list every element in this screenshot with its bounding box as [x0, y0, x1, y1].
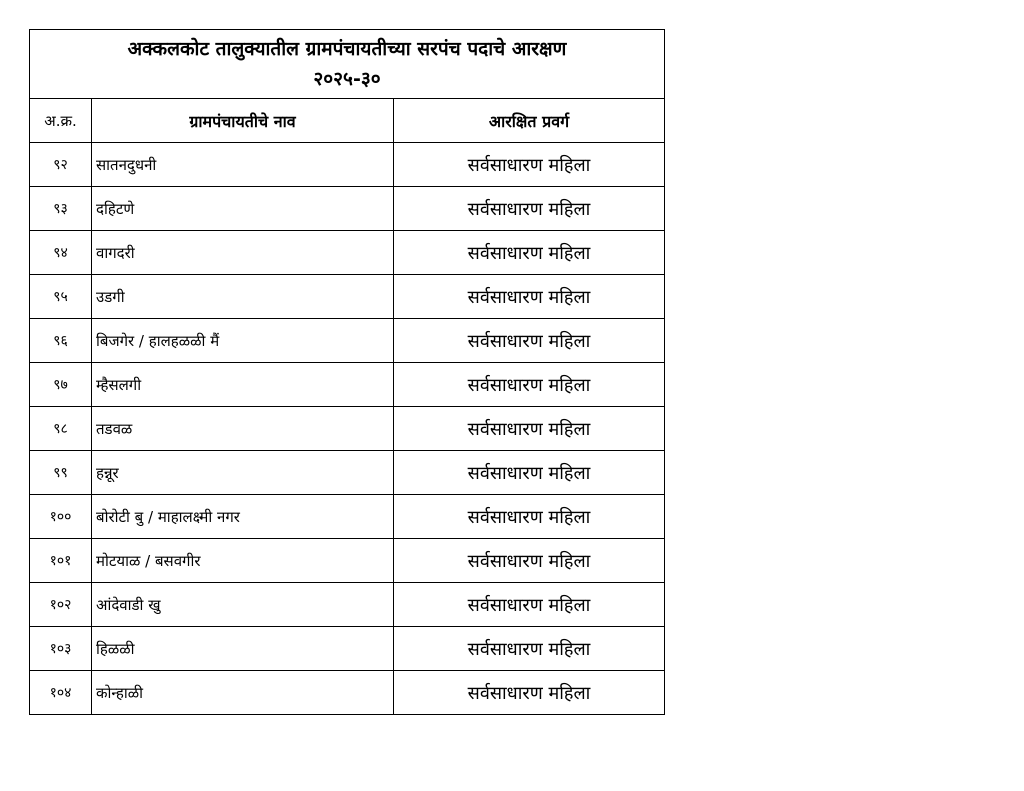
title-line-1: अक्कलकोट तालुक्यातील ग्रामपंचायतीच्या सरपंच पदाचे आरक्षण: [127, 38, 567, 60]
serial-number-cell: ९३: [30, 187, 92, 231]
table-row: [30, 539, 665, 583]
title-line-2-year: २०२५-३०: [313, 68, 381, 90]
gram-panchayat-name-cell: आंदेवाडी खु: [92, 583, 394, 627]
reserved-category-cell: सर्वसाधारण महिला: [394, 627, 665, 671]
table-title: [30, 30, 665, 99]
serial-number-cell: ९९: [30, 451, 92, 495]
table-row: [30, 671, 665, 715]
table-row: [30, 583, 665, 627]
column-header-serial: अ.क्र.: [30, 99, 92, 143]
table-row: [30, 319, 665, 363]
serial-number-cell: ९६: [30, 319, 92, 363]
gram-panchayat-name-cell: उडगी: [92, 275, 394, 319]
reserved-category-cell: सर्वसाधारण महिला: [394, 539, 665, 583]
reserved-category-cell: सर्वसाधारण महिला: [394, 495, 665, 539]
reserved-category-cell: सर्वसाधारण महिला: [394, 363, 665, 407]
gram-panchayat-name-cell: दहिटणे: [92, 187, 394, 231]
reserved-category-cell: सर्वसाधारण महिला: [394, 143, 665, 187]
gram-panchayat-name-cell: हिळळी: [92, 627, 394, 671]
title-row: [30, 30, 665, 99]
serial-number-cell: १०२: [30, 583, 92, 627]
reserved-category-cell: सर्वसाधारण महिला: [394, 275, 665, 319]
gram-panchayat-name-cell: बोरोटी बु / माहालक्ष्मी नगर: [92, 495, 394, 539]
serial-number-cell: १०३: [30, 627, 92, 671]
table-row: [30, 451, 665, 495]
serial-number-cell: ९२: [30, 143, 92, 187]
gram-panchayat-name-cell: म्हैसलगी: [92, 363, 394, 407]
gram-panchayat-name-cell: वागदरी: [92, 231, 394, 275]
reserved-category-cell: सर्वसाधारण महिला: [394, 231, 665, 275]
serial-number-cell: ९७: [30, 363, 92, 407]
table-row: [30, 231, 665, 275]
serial-number-cell: ९८: [30, 407, 92, 451]
serial-number-cell: १०१: [30, 539, 92, 583]
table-row: [30, 275, 665, 319]
table-row: [30, 363, 665, 407]
gram-panchayat-name-cell: मोटयाळ / बसवगीर: [92, 539, 394, 583]
reserved-category-cell: सर्वसाधारण महिला: [394, 407, 665, 451]
gram-panchayat-name-cell: सातनदुधनी: [92, 143, 394, 187]
reserved-category-cell: सर्वसाधारण महिला: [394, 583, 665, 627]
reserved-category-cell: सर्वसाधारण महिला: [394, 187, 665, 231]
table-row: [30, 143, 665, 187]
table-body: [30, 143, 665, 715]
table-row: [30, 627, 665, 671]
gram-panchayat-name-cell: तडवळ: [92, 407, 394, 451]
gram-panchayat-name-cell: कोन्हाळी: [92, 671, 394, 715]
gram-panchayat-name-cell: बिजगेर / हालहळळी मैं: [92, 319, 394, 363]
serial-number-cell: १००: [30, 495, 92, 539]
reserved-category-cell: सर्वसाधारण महिला: [394, 319, 665, 363]
table-row: [30, 407, 665, 451]
table-row: [30, 187, 665, 231]
gram-panchayat-name-cell: हन्नूर: [92, 451, 394, 495]
serial-number-cell: ९५: [30, 275, 92, 319]
column-header-name: ग्रामपंचायतीचे नाव: [92, 99, 394, 143]
serial-number-cell: ९४: [30, 231, 92, 275]
serial-number-cell: १०४: [30, 671, 92, 715]
reserved-category-cell: सर्वसाधारण महिला: [394, 451, 665, 495]
header-row: [30, 99, 665, 143]
reservation-table: [29, 29, 665, 715]
column-header-category: आरक्षित प्रवर्ग: [394, 99, 665, 143]
table-row: [30, 495, 665, 539]
reserved-category-cell: सर्वसाधारण महिला: [394, 671, 665, 715]
